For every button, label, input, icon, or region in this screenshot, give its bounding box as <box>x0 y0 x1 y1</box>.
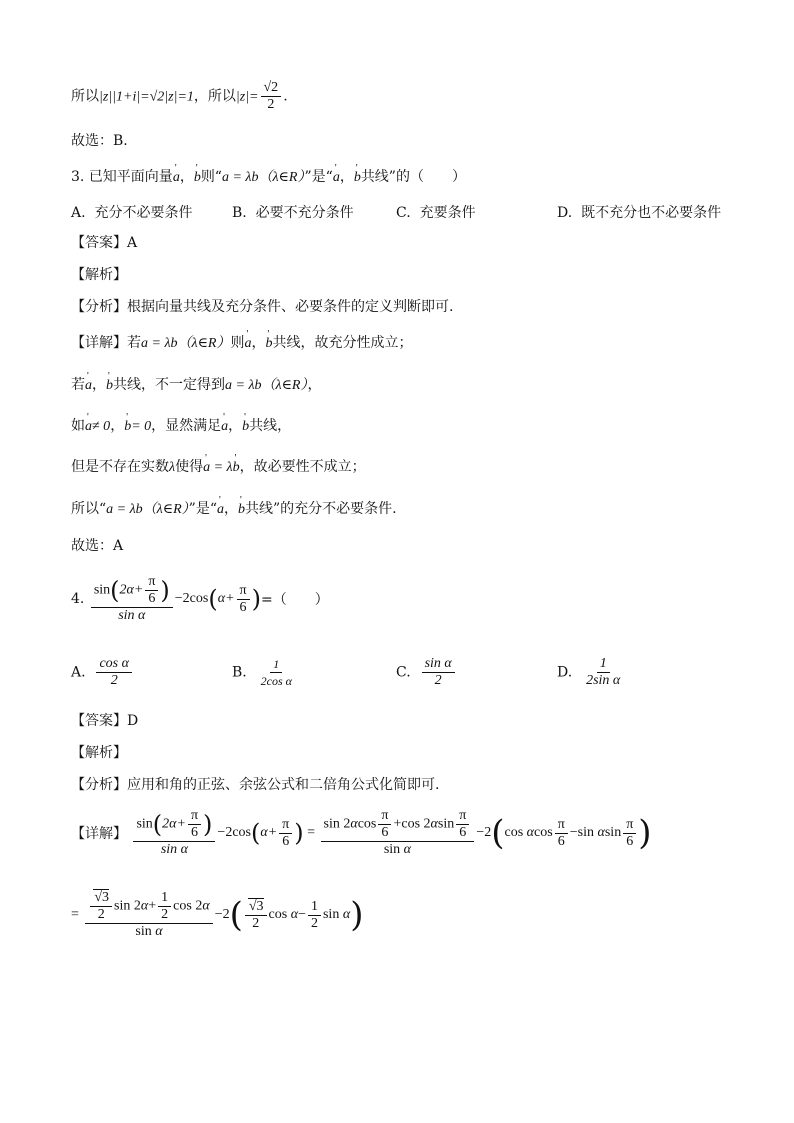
q3-option-c: C. 充要条件 <box>396 205 476 221</box>
q4-stem: 4. sin(2α+ $\frac{\pi}{6}$ ) sin α −2cos(α+ $\frac{\pi}{6}$ )=（ ） <box>71 574 329 623</box>
condition-formula: a = λb（λ∈R） <box>221 170 305 185</box>
q3-detail-5: 所以“a = λb（λ∈R）”是“' a，' b共线”的充分不必要条件. <box>71 500 397 519</box>
q3-option-d: D. 既不充分也不必要条件 <box>557 205 722 221</box>
q3-option-b: B. 必要不充分条件 <box>232 205 354 221</box>
q4-main-fraction: sin(2α+ $\frac{\pi}{6}$ ) sin α <box>91 574 173 624</box>
q4-detail-line-2: = $\frac{√3}{2}$ sin 2α+ $\frac{1}{2}$ cos 2α sin α −2( $\frac{√3}{2}$ cos α− $\frac{1}{2}$ sin α) <box>71 890 364 939</box>
q3-final: 故选：A <box>71 538 124 554</box>
vector-b: ' b <box>194 169 201 187</box>
text-suoyi-2: ，所以 <box>193 88 236 105</box>
vector-a: ' a <box>173 169 180 187</box>
q3-detail-4: 但是不存在实数λ使得' a = λ' b，故必要性不成立； <box>71 458 366 477</box>
q3-option-a: A. 充分不必要条件 <box>71 205 193 221</box>
q3-detail-3: 如' a≠ 0，' b= 0，显然满足' a，' b共线， <box>71 417 291 436</box>
text-suoyi: 所以 <box>71 88 99 105</box>
q4-analysis-heading: 【解析】 <box>71 745 127 761</box>
q4-detail-line-1: 【详解】 sin(2α+ $\frac{\pi}{6}$ ) sin α −2cos(α+ $\frac{\pi}{6}$ ) = sin 2αcos $\frac{\pi}{6}$ +cos 2αsin $\frac{\pi}{6}$ sin α −2(cos αcos $\frac{\pi}{6}$ −sin αsin $\frac{\pi}{6}$ ) <box>71 808 652 857</box>
q3-fenxi: 【分析】根据向量共线及充分条件、必要条件的定义判断即可. <box>71 299 454 315</box>
q3-answer: 【答案】A <box>71 235 138 251</box>
q3-stem: 3. 已知平面向量' a，' b则“a = λb（λ∈R）”是“' a，' b共线”的（ ） <box>71 168 466 187</box>
q4-option-b: B. $\frac{1}{\text{2cos α}}$ <box>232 657 292 688</box>
fraction-sqrt2-over-2: $\frac{√2}{2}$ <box>261 80 282 113</box>
q4-option-d: D. $\frac{1}{\text{2sin α}}$ <box>557 656 621 688</box>
formula-z-modulus: |z||1+i|=√2|z|=1 <box>99 89 194 105</box>
q4-answer: 【答案】D <box>71 713 139 729</box>
q4-option-c: C. $\frac{\text{sin α}}{2}$ <box>396 656 457 689</box>
q4-fenxi: 【分析】应用和角的正弦、余弦公式和二倍角公式化简即可. <box>71 777 440 793</box>
formula-z-eq: |z|= <box>235 89 259 105</box>
q3-detail-1: 【详解】若a = λb（λ∈R）则' a，' b共线，故充分性成立； <box>71 334 413 353</box>
q4-option-a: A. $\frac{\text{cos α}}{2}$ <box>71 656 134 689</box>
line-1: 所以|z||1+i|=√2|z|=1，所以|z|= $\frac{√2}{2}$ . <box>71 80 288 112</box>
answer-line-q2: 故选：B. <box>71 133 128 149</box>
q3-detail-2: 若' a，' b共线，不一定得到a = λb（λ∈R）， <box>71 376 322 395</box>
q3-analysis-heading: 【解析】 <box>71 267 127 283</box>
